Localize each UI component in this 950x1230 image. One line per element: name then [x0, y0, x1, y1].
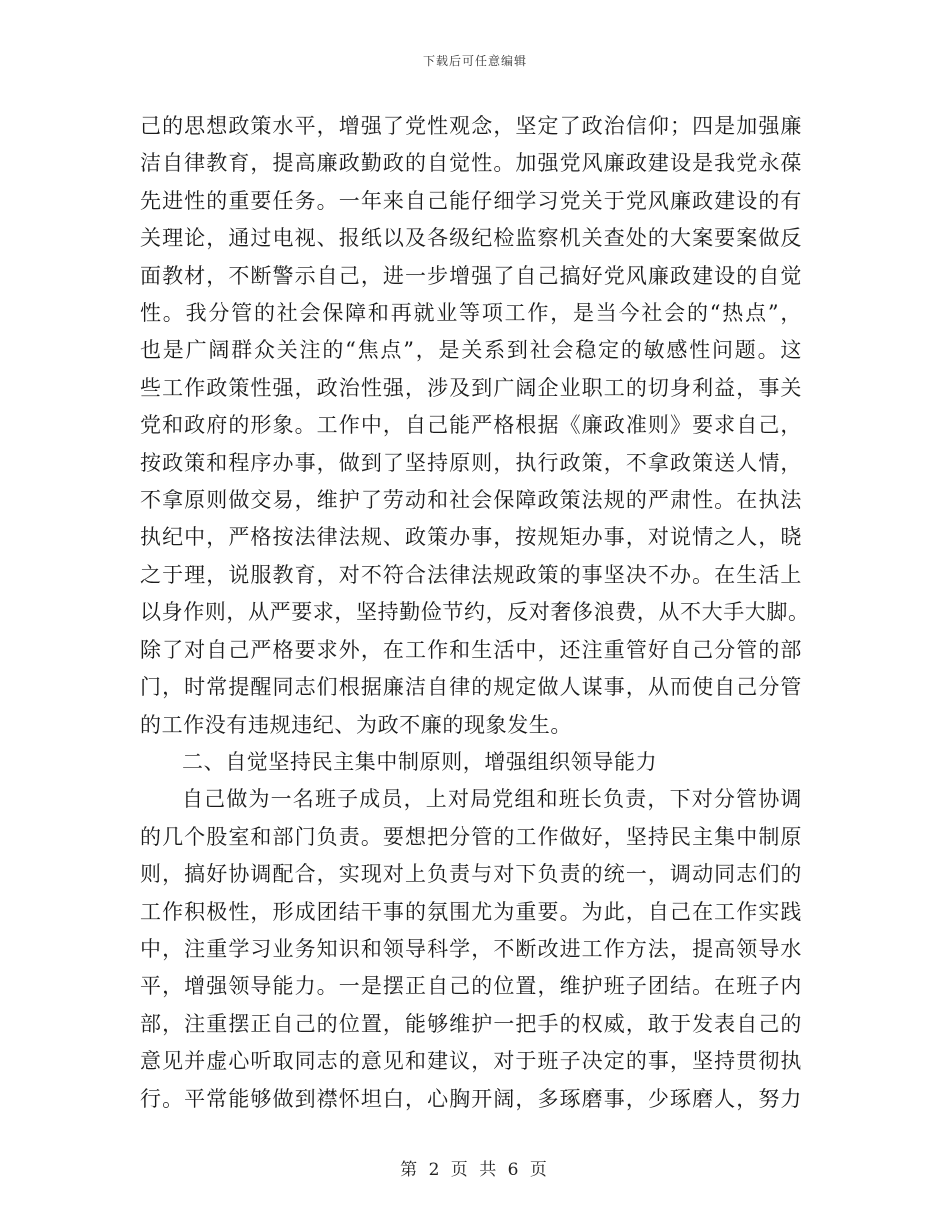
text-line: 党和政府的形象。工作中，自己能严格根据《廉政准则》要求自己， [140, 413, 802, 438]
paragraph [140, 108, 810, 744]
text-line: 性。我分管的社会保障和再就业等项工作，是当今社会的“热点”， [140, 301, 802, 326]
page-footer: 第 2 页 共 6 页 [400, 1160, 550, 1180]
text-line: 之于理，说服教育，对不符合法律法规政策的事坚决不办。在生活上 [140, 562, 802, 587]
text-line: 意见并虚心听取同志的意见和建议，对于班子决定的事，坚持贯彻执 [140, 1049, 802, 1074]
text-line: 的几个股室和部门负责。要想把分管的工作做好，坚持民主集中制原 [140, 824, 802, 849]
text-line: 以身作则，从严要求，坚持勤俭节约，反对奢侈浪费，从不大手大脚。 [140, 600, 810, 625]
text-line: 门，时常提醒同志们根据廉洁自律的规定做人谋事，从而使自己分管 [140, 675, 802, 700]
text-line: 行。平常能够做到襟怀坦白，心胸开阔，多琢磨事，少琢磨人，努力 [140, 1086, 802, 1111]
text-line: 先进性的重要任务。一年来自己能仔细学习党关于党风廉政建设的有 [140, 188, 802, 213]
text-line: 不拿原则做交易，维护了劳动和社会保障政策法规的严肃性。在执法 [140, 488, 802, 513]
document-body [140, 108, 810, 1118]
text-line: 二、自觉坚持民主集中制原则，增强组织领导能力 [182, 749, 658, 774]
text-line: 则，搞好协调配合，实现对上负责与对下负责的统一，调动同志们的 [140, 862, 802, 887]
paragraph [140, 781, 802, 1118]
text-line: 洁自律教育，提高廉政勤政的自觉性。加强党风廉政建设是我党永葆 [140, 151, 802, 176]
text-line: 些工作政策性强，政治性强，涉及到广阔企业职工的切身利益，事关 [140, 375, 802, 400]
text-line: 除了对自己严格要求外，在工作和生活中，还注重管好自己分管的部 [140, 637, 802, 662]
text-line: 中，注重学习业务知识和领导科学，不断改进工作方法，提高领导水 [140, 936, 802, 961]
text-line: 关理论，通过电视、报纸以及各级纪检监察机关查处的大案要案做反 [140, 226, 802, 251]
paragraph [140, 744, 802, 781]
text-line: 平，增强领导能力。一是摆正自己的位置，维护班子团结。在班子内 [140, 974, 802, 999]
text-line: 工作积极性，形成团结干事的氛围尤为重要。为此，自己在工作实践 [140, 899, 802, 924]
text-line: 执纪中，严格按法律法规、政策办事，按规矩办事，对说情之人，晓 [140, 525, 802, 550]
text-line: 面教材，不断警示自己，进一步增强了自己搞好党风廉政建设的自觉 [140, 263, 802, 288]
text-line: 按政策和程序办事，做到了坚持原则，执行政策，不拿政策送人情， [140, 450, 802, 475]
text-line: 部，注重摆正自己的位置，能够维护一把手的权威，敢于发表自己的 [140, 1011, 802, 1036]
text-line: 自己做为一名班子成员，上对局党组和班长负责，下对分管协调 [182, 787, 802, 812]
page-header: 下载后可任意编辑 [422, 54, 527, 68]
text-line: 也是广阔群众关注的“焦点”，是关系到社会稳定的敏感性问题。这 [140, 338, 802, 363]
text-line: 的工作没有违规违纪、为政不廉的现象发生。 [140, 712, 572, 737]
text-line: 己的思想政策水平，增强了党性观念，坚定了政治信仰；四是加强廉 [140, 114, 802, 138]
